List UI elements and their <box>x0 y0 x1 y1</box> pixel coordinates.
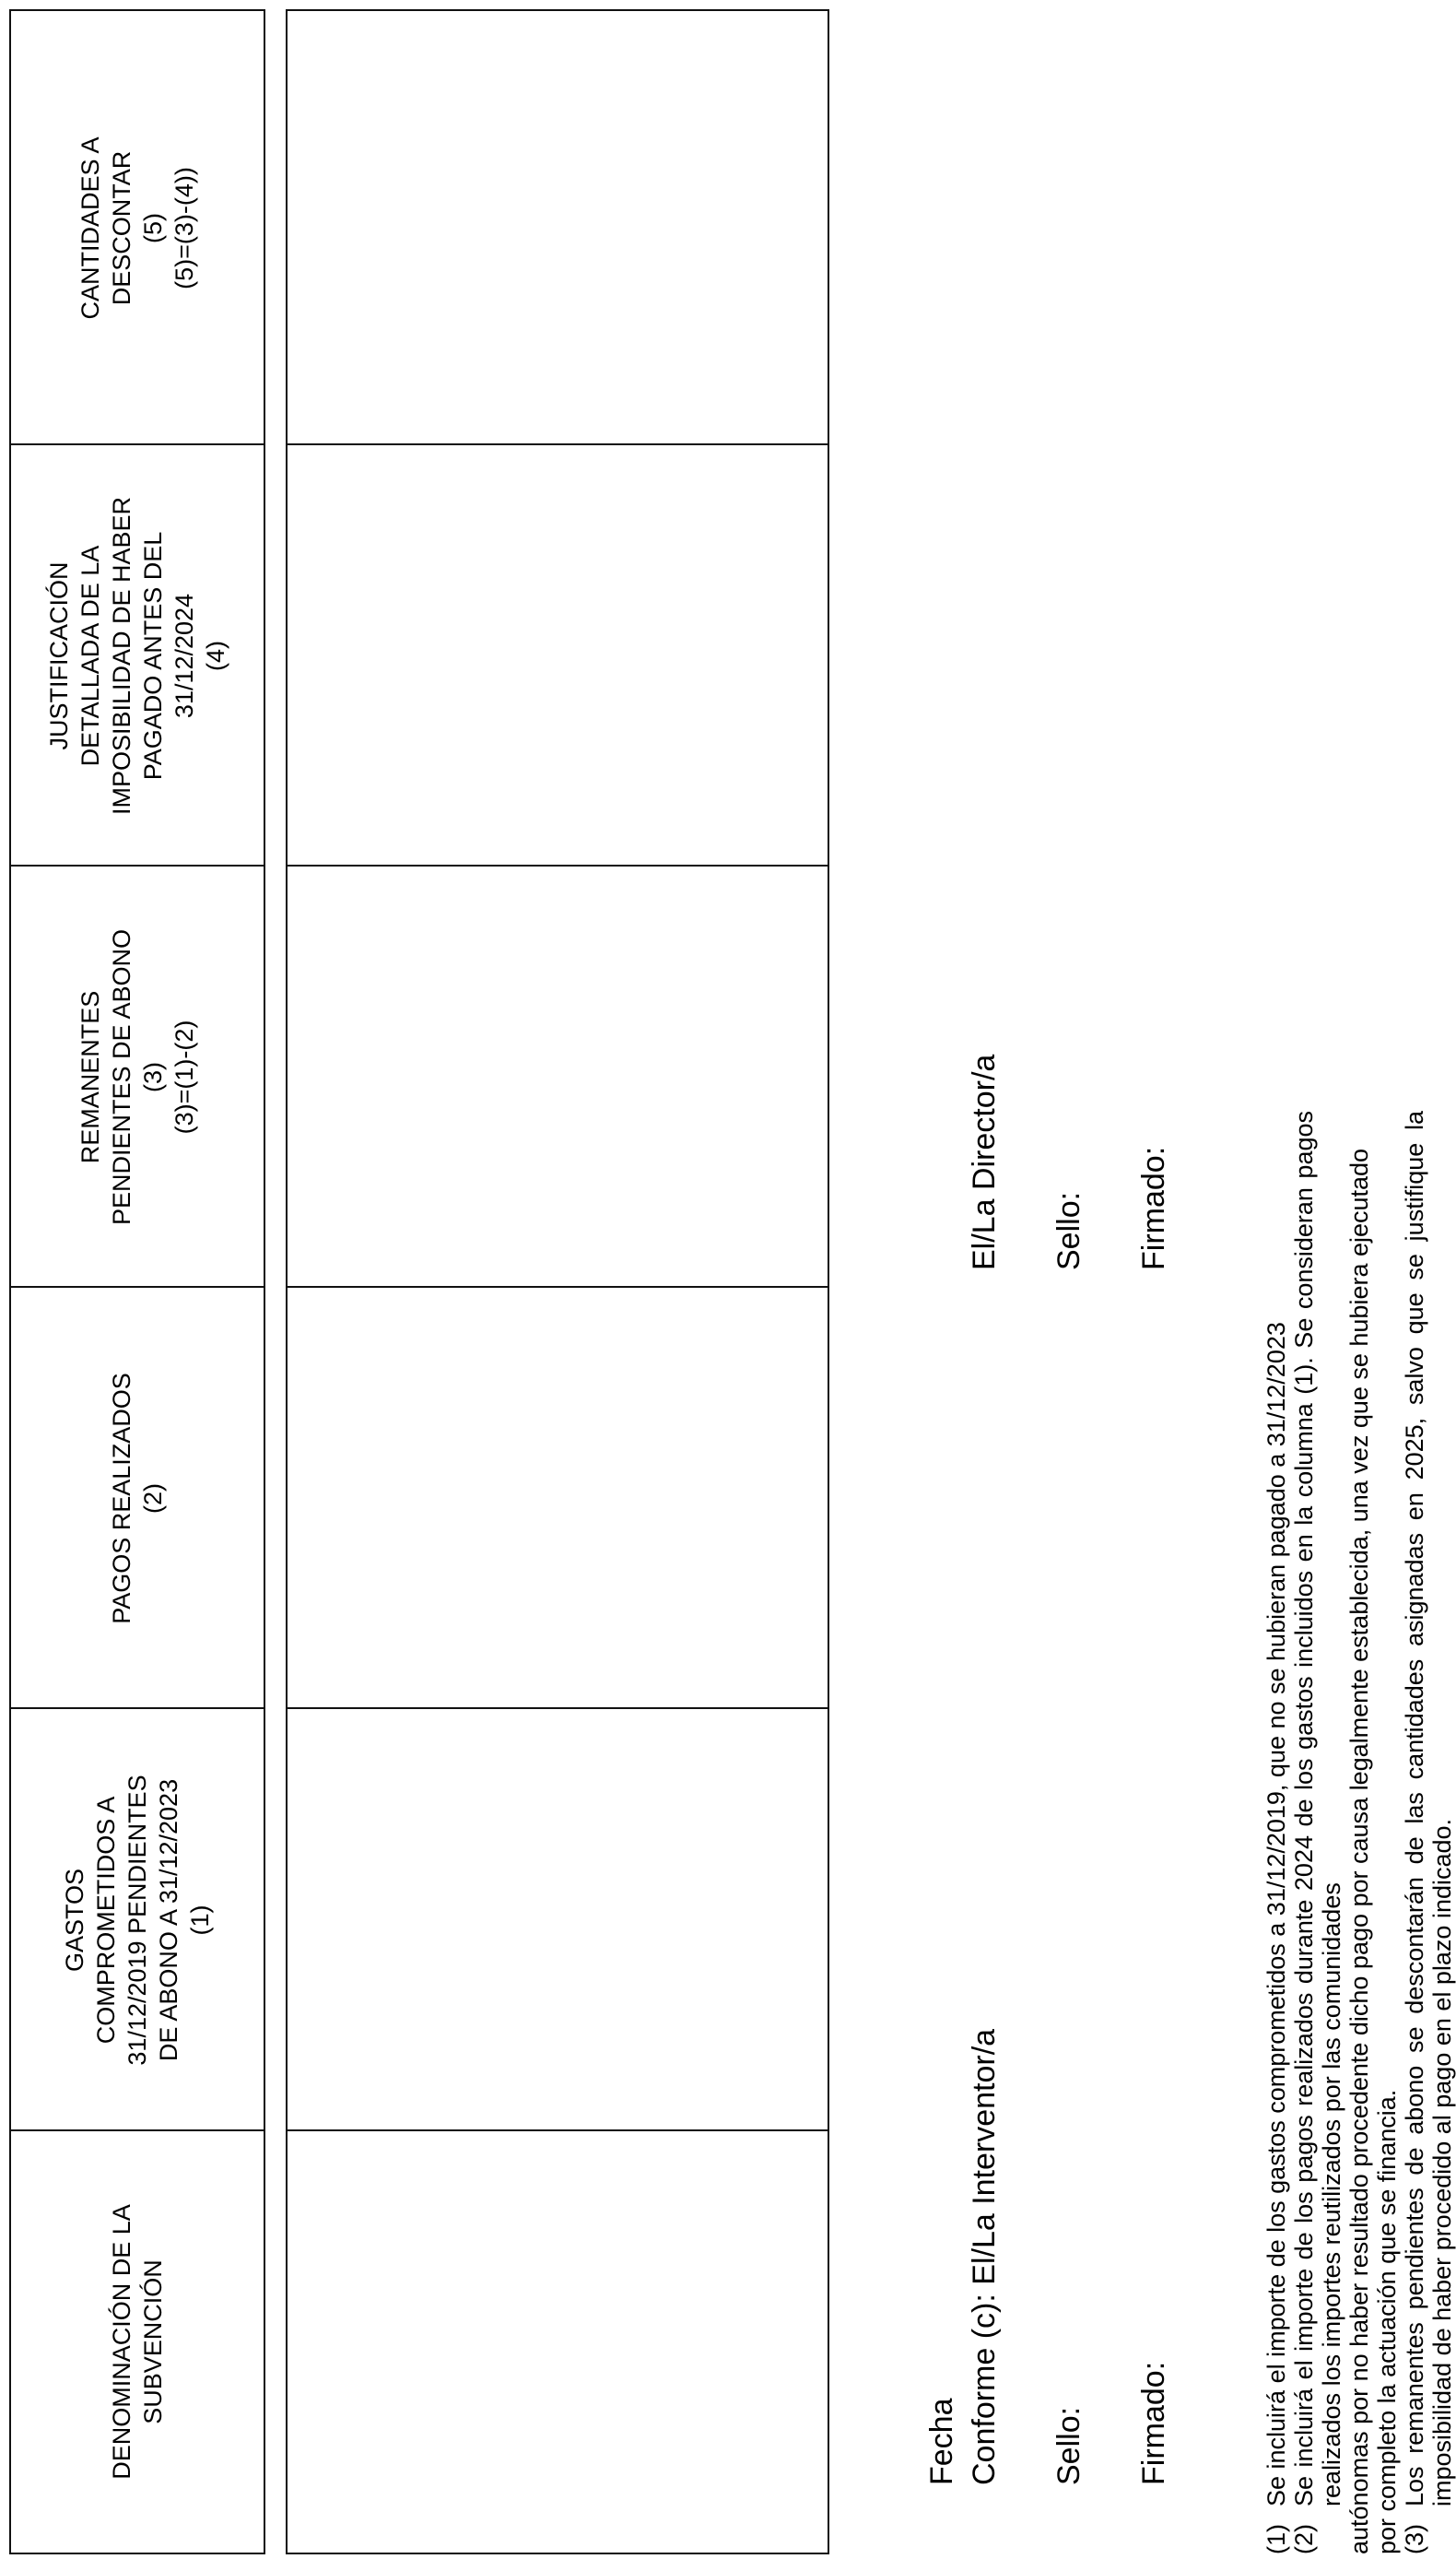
column-divider <box>288 865 828 867</box>
footnote-number: (1) <box>1262 2524 1290 2554</box>
footnote-item <box>1262 1111 1290 2554</box>
director-label: El/La Director/a <box>967 1054 1002 1270</box>
conforme-interventor-label: Conforme (c): El/La Interventor/a <box>967 2028 1002 2485</box>
sello-right-label: Sello: <box>1051 1191 1086 1270</box>
footnote-text: Se incluirá el importe de los pagos realizados durante 2024 de los gastos incluidos en la columna (1). Se consideran pagos realizados los importes reutilizados por las comunidades <box>1290 1111 1345 2506</box>
footnote-item <box>1290 1111 1345 2554</box>
sello-left-label: Sello: <box>1051 2406 1086 2485</box>
column-divider <box>288 443 828 445</box>
footnote-continuation <box>1345 1111 1401 2554</box>
column-divider <box>288 2129 828 2131</box>
footnote-number: (3) <box>1401 2524 1428 2554</box>
footnote-item <box>1401 1111 1456 2554</box>
header-pagos-realizados: PAGOS REALIZADOS (2) <box>108 1373 167 1624</box>
fecha-label: Fecha <box>924 2398 959 2485</box>
footnote-text: Los remanentes pendientes de abono se descontarán de las cantidades asignadas en 2025, salvo que se justifique la imposibilidad de haber procedido al pago en el plazo indicado. <box>1401 1111 1456 2506</box>
firmado-left-label: Firmado: <box>1136 2361 1171 2485</box>
header-cantidades-descontar: CANTIDADES A DESCONTAR (5) (5)=(3)-(4)) <box>76 136 198 320</box>
footnotes <box>1262 1111 1456 2554</box>
header-table <box>9 9 265 2554</box>
firmado-right-label: Firmado: <box>1136 1146 1171 1270</box>
footnote-text: Se incluirá el importe de los gastos comprometidos a 31/12/2019, que no se hubieran pagado a 31/12/2023 <box>1262 1322 1290 2506</box>
header-gastos-comprometidos: GASTOS COMPROMETIDOS A 31/12/2019 PENDIENTES DE ABONO A 31/12/2023 (1) <box>61 1775 214 2066</box>
footnote-number: (2) <box>1290 2524 1318 2554</box>
header-remanentes: REMANENTES PENDIENTES DE ABONO (3) (3)=(1)-(2) <box>76 928 198 1226</box>
column-divider <box>288 1286 828 1288</box>
data-table <box>286 9 829 2554</box>
column-divider <box>288 1707 828 1709</box>
header-justificacion: JUSTIFICACIÓN DETALLADA DE LA IMPOSIBILIDAD DE HABER PAGADO ANTES DEL 31/12/2024 (4) <box>45 496 229 816</box>
header-denominacion: DENOMINACIÓN DE LA SUBVENCIÓN <box>108 2204 167 2480</box>
footnote-text: autónomas por no haber resultado procedente dicho pago por causa legalmente establecida, una vez que se hubiera ejecutado por completo la actuación que se financia. <box>1345 1148 1401 2554</box>
